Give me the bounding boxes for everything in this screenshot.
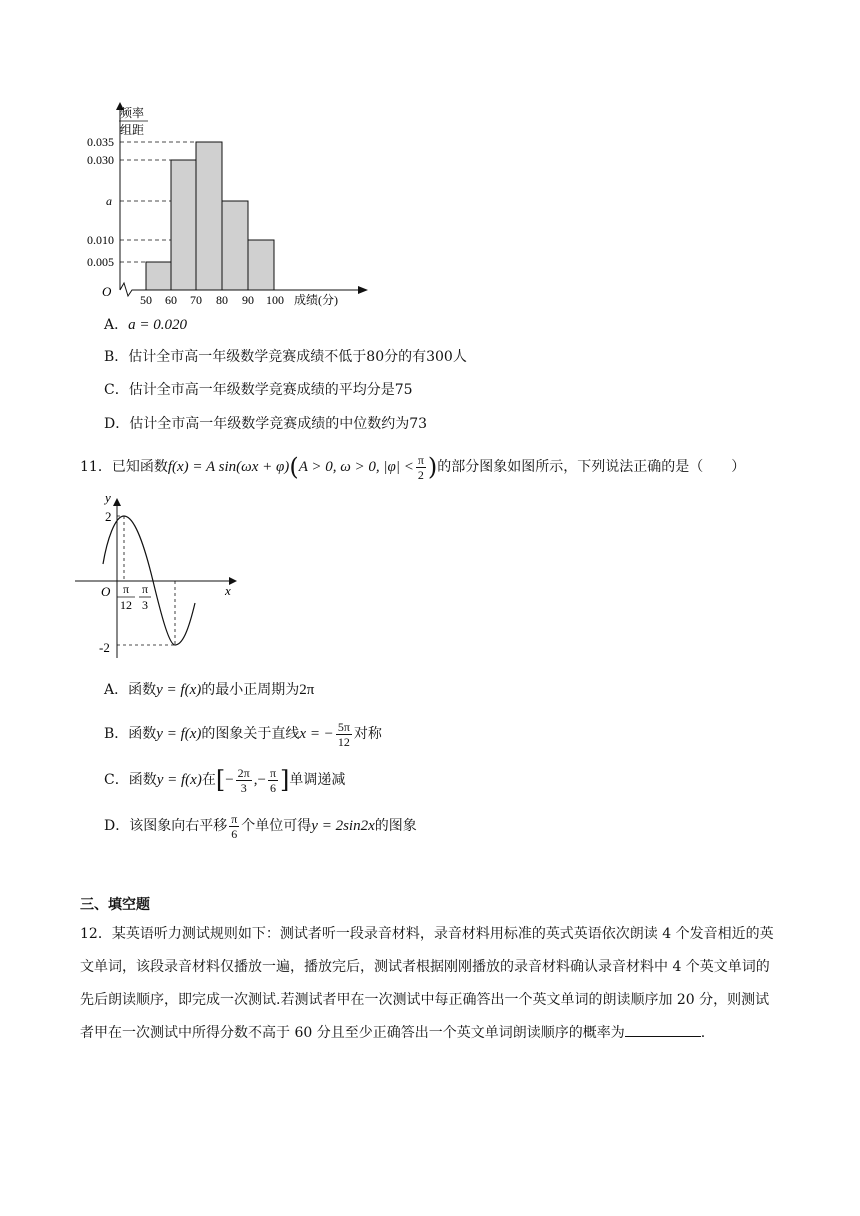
x-tick-60: 60 — [165, 293, 177, 307]
q11-option-a[interactable]: A．函数y = f(x)的最小正周期为2π — [104, 682, 315, 698]
graph-y-label: y — [105, 490, 111, 505]
q10-option-a-eq: a = 0.020 — [128, 317, 187, 333]
q12-text: 12．某英语听力测试规则如下：测试者听一段录音材料，录音材料用标准的英式英语依次朗读 4 个发音相近的英文单词，该段录音材料仅播放一遍，播放完后，测试者根据刚刚播放的录音材料确认录音材料中 4 个英文单词的先后朗读顺序，即完成一次测试.若测试者甲在一次测试中每正确答出一个英文单词的朗读顺序加 20 分，则测试者甲在一次测试中所得分数不高于 60 分且至少正确答出一个英文单词朗读顺序的概率为 — [80, 926, 774, 1041]
graph-tick-pi-12-den: 12 — [120, 598, 132, 612]
graph-tick-pi-3-den: 3 — [142, 598, 148, 612]
graph-tick-pi-3-num: π — [141, 582, 149, 596]
left-bracket: [ — [215, 766, 226, 794]
q12-question: 12．某英语听力测试规则如下：测试者听一段录音材料，录音材料用标准的英式英语依次朗读 4 个发音相近的英文单词，该段录音材料仅播放一遍，播放完后，测试者根据刚刚播放的录音材料确认录音材料中 4 个英文单词的先后朗读顺序，即完成一次测试.若测试者甲在一次测试中每正确答出一个英文单词的朗读顺序加 20 分，则测试者甲在一次测试中所得分数不高于 60 分且至少正确答出一个英文单词朗读顺序的概率为 . — [80, 926, 774, 1041]
section-heading: 三、填空题 — [80, 897, 150, 913]
y-tick-0035: 0.035 — [87, 135, 114, 149]
x-tick-70: 70 — [190, 293, 202, 307]
x-tick-50: 50 — [140, 293, 152, 307]
x-tick-100: 100 — [266, 293, 284, 307]
q11-number: 11． — [80, 459, 112, 475]
left-paren: ( — [289, 453, 299, 481]
y-tick-0010: 0.010 — [87, 233, 114, 247]
q10-option-a[interactable]: A．a = 0.020 — [104, 317, 187, 333]
q11-b-fraction: $\frac{5\pi}{12}$ — [337, 719, 350, 749]
y-axis-label-bottom: 组距 — [120, 123, 145, 137]
x-axis-label: 成绩(分) — [294, 293, 338, 307]
answer-blank[interactable] — [625, 1022, 701, 1037]
y-tick-a: a — [106, 194, 112, 208]
bar-70-80 — [196, 142, 222, 290]
q11-function: f(x) = A sin(ωx + φ) — [167, 459, 290, 475]
q10-option-c[interactable]: C．估计全市高一年级数学竞赛成绩的平均分是75 — [104, 382, 413, 398]
q11-condition: A > 0, ω > 0, |φ| < — [298, 459, 414, 475]
graph-origin: O — [101, 584, 111, 599]
bar-90-100 — [248, 240, 274, 290]
bar-60-70 — [171, 160, 196, 290]
q11-option-b[interactable]: B．函数y = f(x)的图象关于直线x = − $\frac{5\pi}{12}$ 对称 — [104, 719, 382, 749]
y-axis-label-top: 频率 — [120, 106, 145, 120]
q10-option-d[interactable]: D．估计全市高一年级数学竞赛成绩的中位数约为73 — [104, 416, 428, 432]
q11-option-d[interactable]: D．该图象向右平移 $\frac{\pi}{6}$ 个单位可得y = 2sin2x的图象 — [104, 811, 417, 841]
right-bracket: ] — [280, 766, 290, 794]
q11-option-c[interactable]: C．函数y = f(x)在[− $\frac{2\pi}{3}$ ,− $\frac{\pi}{6}$ ]单调递减 — [104, 765, 346, 795]
q11-c-fraction-1: $\frac{2\pi}{3}$ — [237, 765, 250, 795]
q11-pi-over-2: $\frac{\pi}{2}$ — [417, 452, 424, 482]
origin-label: O — [102, 284, 112, 299]
q11-c-fraction-2: $\frac{\pi}{6}$ — [269, 765, 277, 795]
graph-x-label: x — [225, 583, 231, 598]
graph-min-label: -2 — [99, 640, 110, 655]
bar-80-90 — [222, 201, 248, 290]
q11-d-fraction: $\frac{\pi}{6}$ — [231, 811, 238, 841]
q11-stem: 11．已知函数f(x) = A sin(ωx + φ)(A > 0, ω > 0, |φ| < $\frac{\pi}{2}$ )的部分图象如图所示，下列说法正确的是（ ） — [80, 452, 746, 482]
q11-a-value: 2π — [299, 682, 315, 698]
sine-graph — [75, 488, 245, 663]
frequency-histogram — [70, 100, 370, 310]
q10-option-b[interactable]: B．估计全市高一年级数学竞赛成绩不低于80分的有300人 — [104, 349, 467, 365]
bar-50-60 — [146, 262, 171, 290]
right-paren: ) — [427, 453, 438, 481]
y-tick-0005: 0.005 — [87, 255, 114, 269]
y-tick-0030: 0.030 — [87, 153, 114, 167]
x-tick-90: 90 — [242, 293, 254, 307]
graph-max-label: 2 — [105, 509, 112, 524]
x-tick-80: 80 — [216, 293, 228, 307]
graph-tick-pi-12-num: π — [122, 582, 130, 596]
